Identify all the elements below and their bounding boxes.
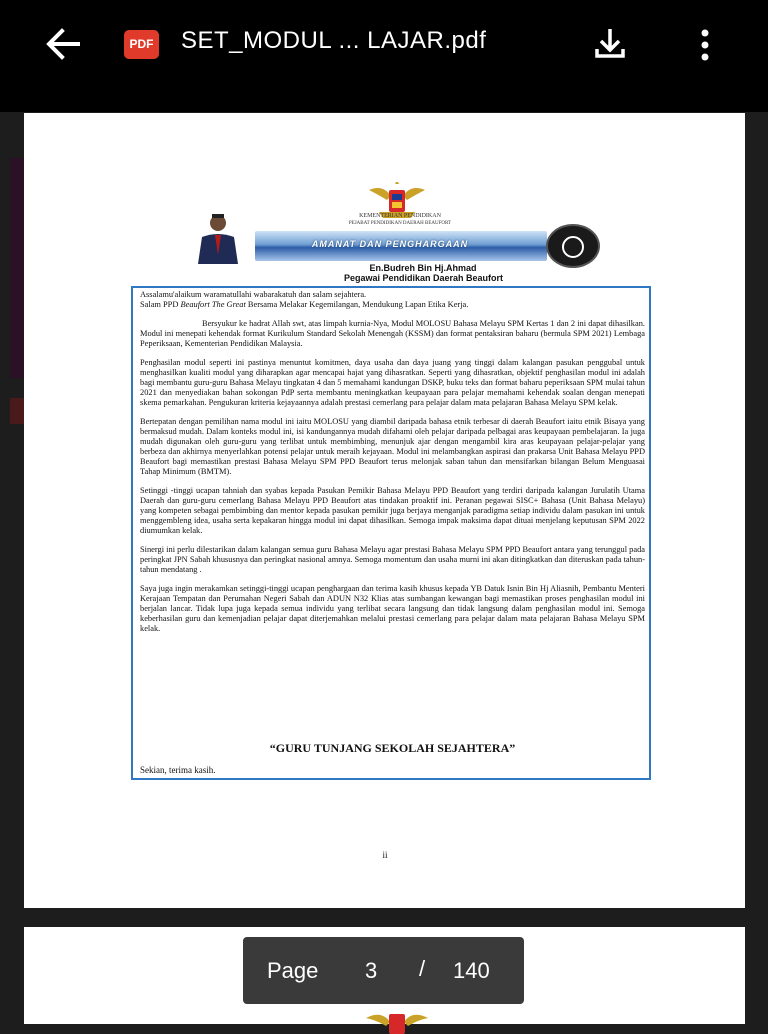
current-page: 3 [365,958,378,983]
motto: “GURU TUNJANG SEKOLAH SEJAHTERA” [269,741,516,755]
paragraph-1: Bersyukur ke hadrat Allah swt, atas limpah kurnia-Nya, Modul MOLOSU Bahasa Melayu SPM Kertas 1 dan 2 ini dapat dihasilkan. Modul ini menepati kehendak format Kurikulum Standard Sekolah Menengah (KSSM) dan format pentaksiran baharu (bermula SPM 2021) Lembaga Peperiksaan, Kementerian Pendidikan Malaysia. [140,319,645,348]
page-number: ii [382,850,388,860]
paragraph-5: Sinergi ini perlu dilestarikan dalam kalangan semua guru Bahasa Melayu agar prestasi Bahasa Melayu SPM PPD Beaufort antara yang terunggul pada peringkat JPN Sabah khususnya dan peringkat nasional amnya. Semoga momentum dan usaha murni ini akan ditingkatkan dan diteruskan pada tahun-tahun mendatang . [140,545,645,574]
greeting-line-1: Assalamu'alaikum waramatullahi wabarakatuh dan salam sejahtera. [140,290,367,299]
greeting-prefix: Salam PPD [140,300,181,309]
signatory-name: En.Budreh Bin Hj.Ahmad [369,263,477,273]
total-pages: 140 [453,958,490,983]
closing-line: Sekian, terima kasih. [140,765,216,775]
toolbar [0,0,768,112]
officer-portrait [190,211,246,264]
paragraph-4: Setinggi -tinggi ucapan tahniah dan syabas kepada Pasukan Pemikir Bahasa Melayu PPD Beaufort yang terdiri daripada kalangan Jurulatih Utama Daerah dan guru-guru cemerlang Bahasa Melayu PPD Beaufort atas tindakan proaktif ini. Peranan pegawai SISC+ Bahasa (Unit Bahasa Melayu) yang kompeten sebagai pembimbing dan mentor kepada pasukan pemikir juga berjaya menganjak paradigma setiap individu dalam pasukan ini untuk menggembleng idea, usaha serta kepakaran hingga modul ini dapat dihasilkan. Semoga impak maksima dapat dituai menjelang keputusan SPM 2022 diumumkan kelak. [140,486,645,535]
crest-emblem-next-page [362,1004,432,1034]
pdf-file-icon: PDF [124,30,159,59]
paragraph-2: Penghasilan modul seperti ini pastinya menuntut komitmen, daya usaha dan daya juang yang tinggi dalam kalangan pasukan penggubal untuk menghasilkan kualiti modul yang diharapkan agar mencapai hajat yang dihasratkan. Seperti yang dihasratkan, objektif penghasilan modul ini adalah bagi membantu guru-guru Bahasa Melayu tingkatan 4 dan 5 memahami kandungan DSKP, buku teks dan format baharu peperiksaan SPM mulai tahun 2021 dan menyediakan bahan sokongan PdP serta membantu meningkatkan keupayaan para pelajar memahami kehendak soalan dengan menepati skema pemarkahan. Pengukuran kriteria kejayaannya adalah prestasi cemerlang para pelajar dalam mata pelajaran Bahasa Melayu SPM kelak. [140,358,645,407]
unit-logo-ring [562,236,584,258]
more-vertical-icon[interactable] [695,28,715,62]
greeting-motto: Beaufort The Great [180,300,246,309]
letter-body [140,290,645,643]
page-separator: / [419,956,426,981]
greeting-suffix: Bersama Melakar Kegemilangan, Mendukung Lapan Etika Kerja. [245,300,469,309]
paragraph-6: Saya juga ingin merakamkan setinggi-tinggi ucapan penghargaan dan terima kasih khusus kepada YB Datuk Isnin Bin Hj Aliasnih, Pembantu Menteri Kerajaan Tempatan dan Perumahan Negeri Sabah dan ADUN N32 Klias atas sumbangan kewangan bagi memastikan proses penghasilan modul ini berjalan lancar. Tidak lupa juga kepada semua individu yang terlibat secara langsung dan tidak langsung dalam penghasilan modul ini. Semoga keberhasilan guru dan kemenjadian pelajar dapat diterjemahkan melalui prestasi cemerlang para pelajar dalam mata pelajaran Bahasa Melayu SPM kelak. [140,584,645,633]
background-thumbnail [10,158,24,378]
ministry-line-1: KEMENTERIAN PENDIDIKAN [359,213,441,219]
page-indicator[interactable] [243,937,524,1004]
ministry-line-2: PEJABAT PENDIDIKAN DAERAH BEAUFORT [348,221,452,226]
greeting-line-2 [140,300,645,310]
signatory-title: Pegawai Pendidikan Daerah Beaufort [343,273,504,283]
file-name: SET_MODUL ... LAJAR.pdf [181,27,487,54]
arrow-left-icon[interactable] [40,24,84,64]
background-thumbnail-accent [10,398,24,424]
crest-emblem [365,182,429,226]
banner-title: AMANAT DAN PENGHARGAAN [311,239,469,249]
paragraph-3: Bertepatan dengan pemilihan nama modul ini iaitu MOLOSU yang diambil daripada bahasa etnik terbesar di daerah Beaufort iaitu etnik Bisaya yang bermaksud mudah. Dalam konteks modul ini, isi kandungannya mudah difahami oleh pelajar daripada pelbagai aras keupayaan pembelajaran. Ia juga mudah digunakan oleh guru-guru yang terlibat untuk membimbing, menunjuk ajar dengan mengambil kira aras keupayaan pelajar-pelajar yang berbeza dan akhirnya menyerlahkan potensi pelajar untuk meraih kejayaan. Modul ini melambangkan aspirasi dan prakarsa Unit Bahasa Melayu PPD Beaufort bagi memastikan prestasi Bahasa Melayu SPM PPD Beaufort terus melonjak saban tahun dan mensifarkan bilangan Belum Menguasai Tahap Minimum (BMTM). [140,417,645,476]
download-icon[interactable] [592,25,628,63]
page-label: Page [267,958,319,983]
